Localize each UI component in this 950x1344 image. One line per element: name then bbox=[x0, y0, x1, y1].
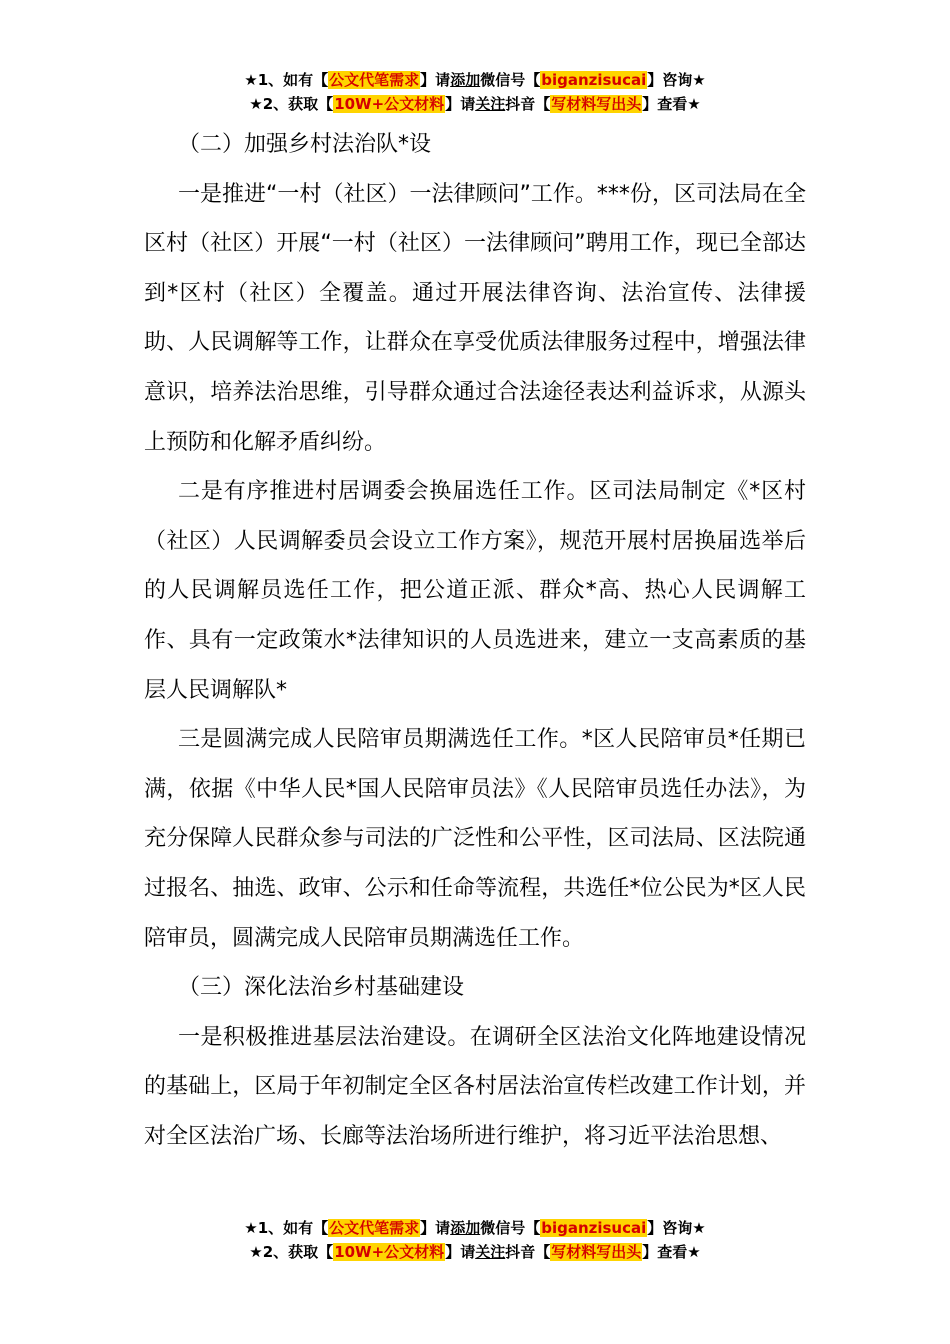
header-promo-banner bbox=[0, 68, 950, 116]
douyin-account: 写材料写出头 bbox=[551, 1243, 642, 1261]
document-body bbox=[144, 120, 806, 1161]
promo-highlight: 公文代笔需求 bbox=[329, 71, 420, 89]
section-heading-2: （二）加强乡村法治队*设 bbox=[178, 132, 432, 157]
paragraph: 三是圆满完成人民陪审员期满选任工作。*区人民陪审员*任期已满，依据《中华人民*国人民陪审员法》《人民陪审员选任办法》，为充分保障人民群众参与司法的广泛性和公平性，区司法局、区法院通过报名、抽选、政审、公示和任命等流程，共选任*位公民为*区人民陪审员，圆满完成人民陪审员期满选任工作。 bbox=[144, 727, 806, 951]
paragraph: 二是有序推进村居调委会换届选任工作。区司法局制定《*区村（社区）人民调解委员会设立工作方案》，规范开展村居换届选举后的人民调解员选任工作，把公道正派、群众*高、热心人民调解工作、具有一定政策水*法律知识的人员选进来，建立一支高素质的基层人民调解队* bbox=[144, 479, 806, 703]
wechat-id: biganzisucai bbox=[541, 71, 647, 89]
promo-line-1: ★1、如有【公文代笔需求】请添加微信号【biganzisucai】咨询★ bbox=[244, 1219, 706, 1237]
promo-highlight: 10W+公文材料 bbox=[334, 1243, 445, 1261]
douyin-account: 写材料写出头 bbox=[551, 95, 642, 113]
promo-line-1: ★1、如有【公文代笔需求】请添加微信号【biganzisucai】咨询★ bbox=[244, 71, 706, 89]
wechat-id: biganzisucai bbox=[541, 1219, 647, 1237]
promo-highlight: 公文代笔需求 bbox=[329, 1219, 420, 1237]
promo-highlight: 10W+公文材料 bbox=[334, 95, 445, 113]
promo-line-2: ★2、获取【10W+公文材料】请关注抖音【写材料写出头】查看★ bbox=[249, 1243, 701, 1261]
footer-promo-banner bbox=[0, 1216, 950, 1264]
paragraph: 一是积极推进基层法治建设。在调研全区法治文化阵地建设情况的基础上，区局于年初制定全区各村居法治宣传栏改建工作计划，并对全区法治广场、长廊等法治场所进行维护，将习近平法治思想、 bbox=[144, 1024, 806, 1149]
promo-line-2: ★2、获取【10W+公文材料】请关注抖音【写材料写出头】查看★ bbox=[249, 95, 701, 113]
paragraph: 一是推进“一村（社区）一法律顾问”工作。***份，区司法局在全区村（社区）开展“一村（社区）一法律顾问”聘用工作，现已全部达到*区村（社区）全覆盖。通过开展法律咨询、法治宣传、法律援助、人民调解等工作，让群众在享受优质法律服务过程中，增强法律意识，培养法治思维，引导群众通过合法途径表达利益诉求，从源头上预防和化解矛盾纠纷。 bbox=[144, 181, 806, 455]
section-heading-3: （三）深化法治乡村基础建设 bbox=[178, 975, 465, 1001]
